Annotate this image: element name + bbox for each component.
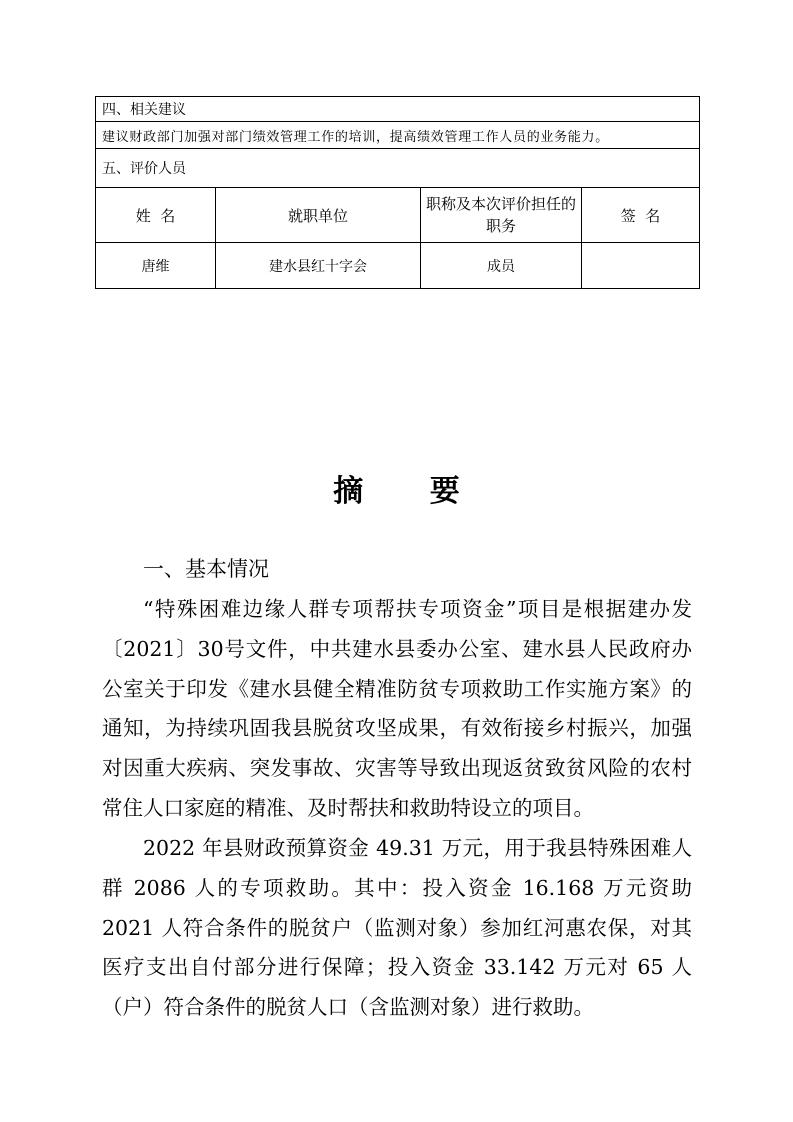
header-unit: 就职单位	[216, 188, 421, 243]
header-name: 姓 名	[96, 188, 216, 243]
section-4-title: 四、相关建议	[96, 97, 700, 122]
table-row	[96, 243, 700, 289]
cell-sign	[582, 243, 700, 289]
cell-name: 唐维	[96, 243, 216, 289]
header-role: 职称及本次评价担任的职务	[421, 188, 582, 243]
evaluation-table	[95, 96, 700, 289]
summary-title: 摘 要	[333, 474, 488, 509]
section-4-text: 建议财政部门加强对部门绩效管理工作的培训，提高绩效管理工作人员的业务能力。	[96, 122, 700, 149]
section-5-title: 五、评价人员	[96, 149, 700, 188]
cell-role: 成员	[421, 243, 582, 289]
header-sign: 签 名	[582, 188, 700, 243]
section-1-heading: 一、基本情况	[143, 557, 269, 581]
paragraph-budget: 2022 年县财政预算资金 49.31 万元，用于我县特殊困难人群 2086 人的专项救助。其中：投入资金 16.168 万元资助 2021 人符合条件的脱贫户（监测对象）参加红河惠农保，对其医疗支出自付部分进行保障；投入资金 33.142 万元对 65 人（户）符合条件的脱贫人口（含监测对象）进行救助。	[102, 836, 692, 1020]
cell-unit: 建水县红十字会	[216, 243, 421, 289]
paragraph-basic-situation: “特殊困难边缘人群专项帮扶专项资金”项目是根据建办发〔2021〕30号文件，中共建水县委办公室、建水县人民政府办公室关于印发《建水县健全精准防贫专项救助工作实施方案》的通知，为持续巩固我县脱贫攻坚成果，有效衔接乡村振兴，加强对因重大疾病、突发事故、灾害等导致出现返贫致贫风险的农村常住人口家庭的精准、及时帮扶和救助特设立的项目。	[102, 597, 692, 820]
